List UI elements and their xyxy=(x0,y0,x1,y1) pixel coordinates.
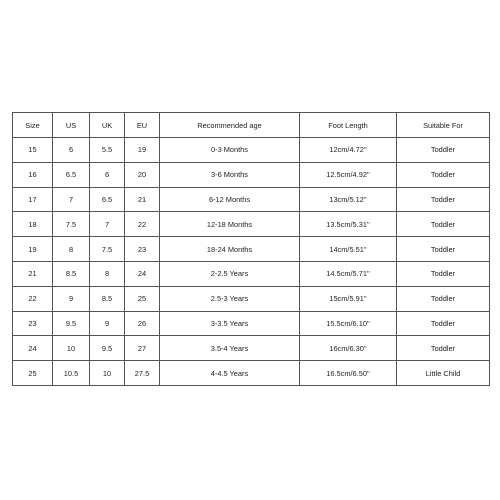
table-row xyxy=(13,237,490,262)
cell-us: 7.5 xyxy=(53,212,90,237)
cell-eu: 24 xyxy=(125,261,160,286)
cell-eu: 23 xyxy=(125,237,160,262)
table-row xyxy=(13,138,490,163)
size-chart-table xyxy=(12,112,490,386)
cell-recommended-age: 6-12 Months xyxy=(160,187,300,212)
cell-suitable-for: Toddler xyxy=(397,162,490,187)
cell-foot-length: 14cm/5.51'' xyxy=(300,237,397,262)
cell-us: 6.5 xyxy=(53,162,90,187)
cell-us: 8 xyxy=(53,237,90,262)
table-row xyxy=(13,162,490,187)
cell-recommended-age: 12-18 Months xyxy=(160,212,300,237)
cell-recommended-age: 3-6 Months xyxy=(160,162,300,187)
column-header-eu: EU xyxy=(125,113,160,138)
cell-size: 23 xyxy=(13,311,53,336)
cell-foot-length: 13cm/5.12'' xyxy=(300,187,397,212)
cell-size: 16 xyxy=(13,162,53,187)
cell-us: 7 xyxy=(53,187,90,212)
cell-us: 10 xyxy=(53,336,90,361)
table-body xyxy=(13,138,490,386)
column-header-us: US xyxy=(53,113,90,138)
cell-foot-length: 14.5cm/5.71'' xyxy=(300,261,397,286)
cell-uk: 8 xyxy=(90,261,125,286)
cell-suitable-for: Toddler xyxy=(397,261,490,286)
cell-eu: 21 xyxy=(125,187,160,212)
cell-suitable-for: Toddler xyxy=(397,237,490,262)
cell-uk: 10 xyxy=(90,361,125,386)
cell-suitable-for: Toddler xyxy=(397,187,490,212)
cell-eu: 27 xyxy=(125,336,160,361)
table-row xyxy=(13,261,490,286)
cell-suitable-for: Toddler xyxy=(397,336,490,361)
cell-us: 8.5 xyxy=(53,261,90,286)
cell-uk: 9 xyxy=(90,311,125,336)
cell-size: 18 xyxy=(13,212,53,237)
cell-size: 24 xyxy=(13,336,53,361)
cell-size: 22 xyxy=(13,286,53,311)
table-row xyxy=(13,336,490,361)
cell-recommended-age: 2.5-3 Years xyxy=(160,286,300,311)
column-header-size: Size xyxy=(13,113,53,138)
table-row xyxy=(13,311,490,336)
cell-size: 25 xyxy=(13,361,53,386)
cell-size: 15 xyxy=(13,138,53,163)
cell-recommended-age: 0-3 Months xyxy=(160,138,300,163)
cell-recommended-age: 4-4.5 Years xyxy=(160,361,300,386)
cell-recommended-age: 18-24 Months xyxy=(160,237,300,262)
column-header-suitable-for: Suitable For xyxy=(397,113,490,138)
cell-foot-length: 16cm/6.30'' xyxy=(300,336,397,361)
cell-size: 19 xyxy=(13,237,53,262)
cell-uk: 6 xyxy=(90,162,125,187)
cell-recommended-age: 2-2.5 Years xyxy=(160,261,300,286)
column-header-recommended-age: Recommended age xyxy=(160,113,300,138)
cell-foot-length: 13.5cm/5.31'' xyxy=(300,212,397,237)
cell-us: 9 xyxy=(53,286,90,311)
cell-uk: 8.5 xyxy=(90,286,125,311)
table-row xyxy=(13,212,490,237)
column-header-foot-length: Foot Length xyxy=(300,113,397,138)
cell-uk: 9.5 xyxy=(90,336,125,361)
column-header-uk: UK xyxy=(90,113,125,138)
cell-suitable-for: Toddler xyxy=(397,138,490,163)
cell-eu: 20 xyxy=(125,162,160,187)
cell-foot-length: 12cm/4.72'' xyxy=(300,138,397,163)
cell-uk: 5.5 xyxy=(90,138,125,163)
cell-eu: 26 xyxy=(125,311,160,336)
cell-foot-length: 16.5cm/6.50'' xyxy=(300,361,397,386)
cell-foot-length: 12.5cm/4.92'' xyxy=(300,162,397,187)
table-row xyxy=(13,286,490,311)
cell-recommended-age: 3.5-4 Years xyxy=(160,336,300,361)
cell-uk: 7.5 xyxy=(90,237,125,262)
cell-eu: 19 xyxy=(125,138,160,163)
cell-suitable-for: Toddler xyxy=(397,212,490,237)
cell-uk: 7 xyxy=(90,212,125,237)
cell-foot-length: 15.5cm/6.10'' xyxy=(300,311,397,336)
cell-us: 9.5 xyxy=(53,311,90,336)
cell-eu: 27.5 xyxy=(125,361,160,386)
header-row xyxy=(13,113,490,138)
cell-size: 21 xyxy=(13,261,53,286)
cell-eu: 22 xyxy=(125,212,160,237)
cell-recommended-age: 3-3.5 Years xyxy=(160,311,300,336)
cell-uk: 6.5 xyxy=(90,187,125,212)
cell-foot-length: 15cm/5.91'' xyxy=(300,286,397,311)
cell-size: 17 xyxy=(13,187,53,212)
table-row xyxy=(13,361,490,386)
cell-us: 6 xyxy=(53,138,90,163)
cell-suitable-for: Toddler xyxy=(397,286,490,311)
cell-suitable-for: Toddler xyxy=(397,311,490,336)
cell-eu: 25 xyxy=(125,286,160,311)
cell-us: 10.5 xyxy=(53,361,90,386)
cell-suitable-for: Little Child xyxy=(397,361,490,386)
table-row xyxy=(13,187,490,212)
